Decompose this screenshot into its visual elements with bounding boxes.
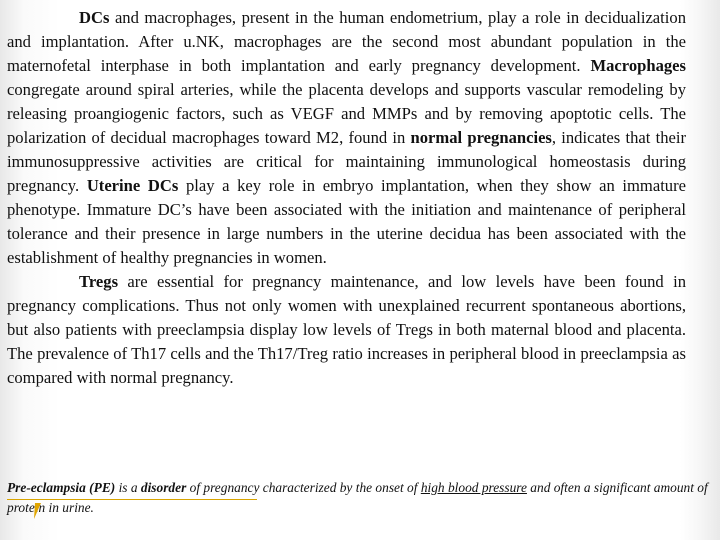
term-disorder: disorder [140,480,187,495]
main-text [7,6,686,390]
term-dcs: DCs [79,8,110,27]
footnote-preeclampsia [7,478,712,518]
text-span: , indicates that their immunosuppressive activities are critical for maintaining immunological homeostasis during pregnancy. [7,128,686,195]
text-span: congregate around spiral arteries, while the placenta develops and supports vascular remodeling by releasing proangiogenic factors, such as VEGF and MMPs and by removing apoptotic cells. The polarization of decidual macrophages toward M2, found in [7,80,686,147]
term-preeclampsia: Pre-eclampsia (PE) [7,480,116,495]
term-macrophages: Macrophages [590,56,686,75]
text-span: play a key role in embryo implantation, when they show an immature phenotype. Immature DC’s have been associated with the initiation and maintenance of peripheral tolerance and their presence in large numbers in the uterine decidua has been associated with the establishment of healthy pregnancies in women. [7,176,686,267]
paragraph-tregs [7,270,686,390]
text-span: is a [115,480,141,495]
term-tregs: Tregs [79,272,119,291]
text-span: of pregnancy characterized by the onset of [186,480,421,495]
footnote-divider [7,499,257,500]
link-high-blood-pressure[interactable]: high blood pressure [420,480,527,495]
text-span: and often a significant amount of protein in urine. [7,480,708,515]
text-span: and macrophages, present in the human endometrium, play a role in decidualization and implantation. After u.NK, macrophages are the second most abundant population in the maternofetal interphase in both implantation and early pregnancy development. [7,8,686,75]
paragraph-macrophages-dcs [7,6,686,270]
term-normal-pregnancies: normal pregnancies [410,128,552,147]
text-span: are essential for pregnancy maintenance, and low levels have been found in pregnancy complications. Thus not only women with unexplained recurrent spontaneous abortions, but also patients with preeclampsia display low levels of Tregs in both maternal blood and placenta. The prevalence of Th17 cells and the Th17/Treg ratio increases in peripheral blood in preeclampsia as compared with normal pregnancy. [7,272,686,387]
term-uterine-dcs: Uterine DCs [86,176,179,195]
